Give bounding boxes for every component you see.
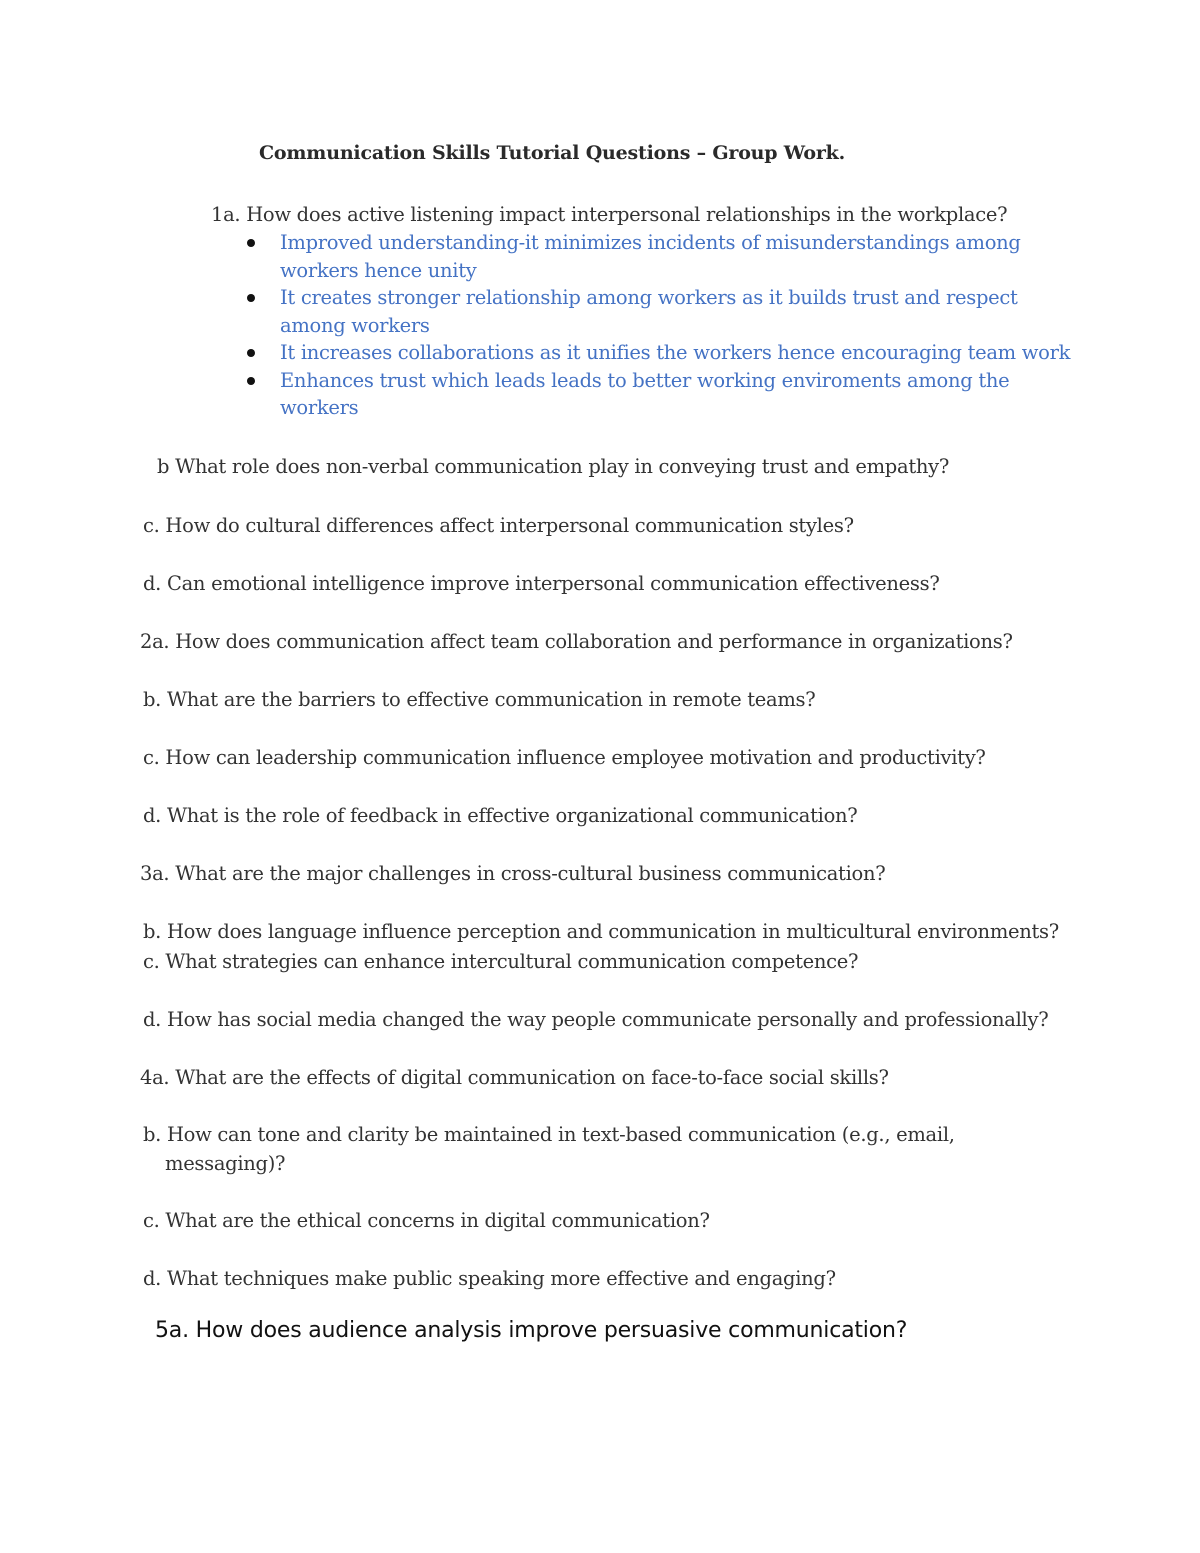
answer-item [244, 284, 1074, 339]
question-2d: d. What is the role of feedback in effective organizational communication? [143, 804, 858, 827]
question-1a: 1a. How does active listening impact interpersonal relationships in the workplace? [211, 203, 1008, 226]
question-3b: b. How does language influence perception and communication in multicultural environments? [143, 920, 1059, 943]
question-4c: c. What are the ethical concerns in digital communication? [143, 1209, 710, 1232]
bullet-icon [247, 377, 255, 385]
question-3d: d. How has social media changed the way people communicate personally and professionally? [143, 1008, 1049, 1031]
question-4d: d. What techniques make public speaking more effective and engaging? [143, 1267, 836, 1290]
answer-text: Improved understanding-it minimizes incidents of misunderstandings among workers hence unity [280, 231, 1021, 282]
question-4b-continued: messaging)? [165, 1152, 286, 1175]
question-4b: b. How can tone and clarity be maintained in text-based communication (e.g., email, [143, 1123, 955, 1146]
bullet-icon [247, 294, 255, 302]
answer-item [244, 229, 1074, 284]
answer-item [244, 339, 1074, 367]
question-2b: b. What are the barriers to effective communication in remote teams? [143, 688, 816, 711]
document-title: Communication Skills Tutorial Questions – Group Work. [259, 142, 846, 164]
question-5a: 5a. How does audience analysis improve persuasive communication? [155, 1318, 908, 1343]
answer-item [244, 367, 1074, 422]
question-1b: b What role does non-verbal communication play in conveying trust and empathy? [157, 455, 949, 478]
question-2c: c. How can leadership communication influence employee motivation and productivity? [143, 746, 986, 769]
answer-list-1a [244, 229, 1074, 422]
answer-text: It increases collaborations as it unifies the workers hence encouraging team work [280, 341, 1071, 364]
answer-text: It creates stronger relationship among workers as it builds trust and respect among workers [280, 286, 1018, 337]
question-2a: 2a. How does communication affect team collaboration and performance in organizations? [140, 630, 1013, 653]
question-3c: c. What strategies can enhance intercultural communication competence? [143, 950, 859, 973]
question-1d: d. Can emotional intelligence improve interpersonal communication effectiveness? [143, 572, 940, 595]
bullet-icon [247, 239, 255, 247]
answer-text: Enhances trust which leads leads to better working enviroments among the workers [280, 368, 1010, 419]
question-1c: c. How do cultural differences affect interpersonal communication styles? [143, 514, 854, 537]
bullet-icon [247, 349, 255, 357]
question-4a: 4a. What are the effects of digital communication on face-to-face social skills? [140, 1066, 889, 1089]
question-3a: 3a. What are the major challenges in cross-cultural business communication? [140, 862, 886, 885]
